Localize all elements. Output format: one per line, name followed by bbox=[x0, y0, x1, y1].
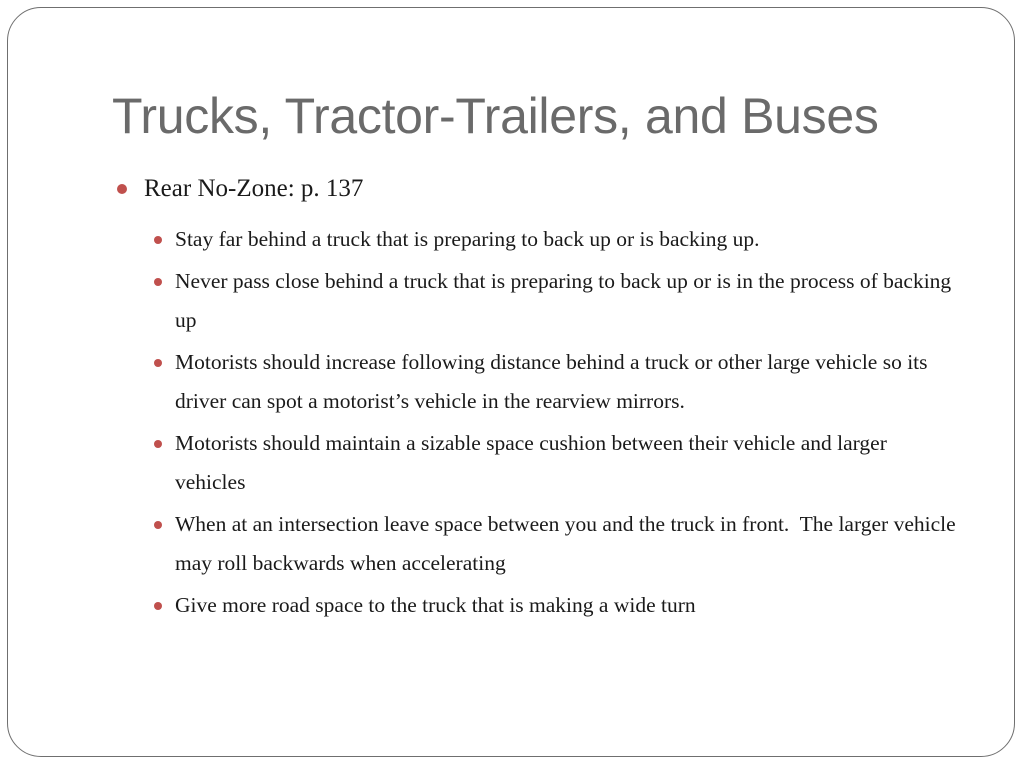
bullet-dot-icon bbox=[154, 602, 162, 610]
sub-bullet-text: Stay far behind a truck that is preparing to back up or is backing up. bbox=[175, 227, 760, 251]
sub-bullet-item bbox=[150, 424, 960, 502]
sub-bullet-text: Motorists should increase following distance behind a truck or other large vehicle so its driver can spot a motorist’s vehicle in the rearview mirrors. bbox=[175, 350, 928, 413]
sub-bullet-item bbox=[150, 262, 960, 340]
main-bullet-text: Rear No-Zone: p. 137 bbox=[144, 175, 364, 202]
sub-bullet-list bbox=[150, 220, 960, 628]
bullet-dot-icon bbox=[154, 236, 162, 244]
sub-bullet-text: Motorists should maintain a sizable space cushion between their vehicle and larger vehicles bbox=[175, 431, 887, 494]
sub-bullet-item bbox=[150, 343, 960, 421]
sub-bullet-item bbox=[150, 220, 960, 259]
sub-bullet-text: When at an intersection leave space between you and the truck in front. The larger vehicle may roll backwards when accelerating bbox=[175, 512, 962, 575]
sub-bullet-item bbox=[150, 505, 960, 583]
bullet-dot-icon bbox=[154, 521, 162, 529]
sub-bullet-text: Give more road space to the truck that is making a wide turn bbox=[175, 593, 696, 617]
bullet-dot-icon bbox=[154, 278, 162, 286]
slide-title: Trucks, Tractor-Trailers, and Buses bbox=[112, 88, 879, 144]
bullet-dot-icon bbox=[154, 440, 162, 448]
bullet-dot-icon bbox=[154, 359, 162, 367]
sub-bullet-text: Never pass close behind a truck that is preparing to back up or is in the process of backing up bbox=[175, 269, 952, 332]
sub-bullet-item bbox=[150, 586, 960, 625]
bullet-dot-icon bbox=[117, 184, 127, 194]
